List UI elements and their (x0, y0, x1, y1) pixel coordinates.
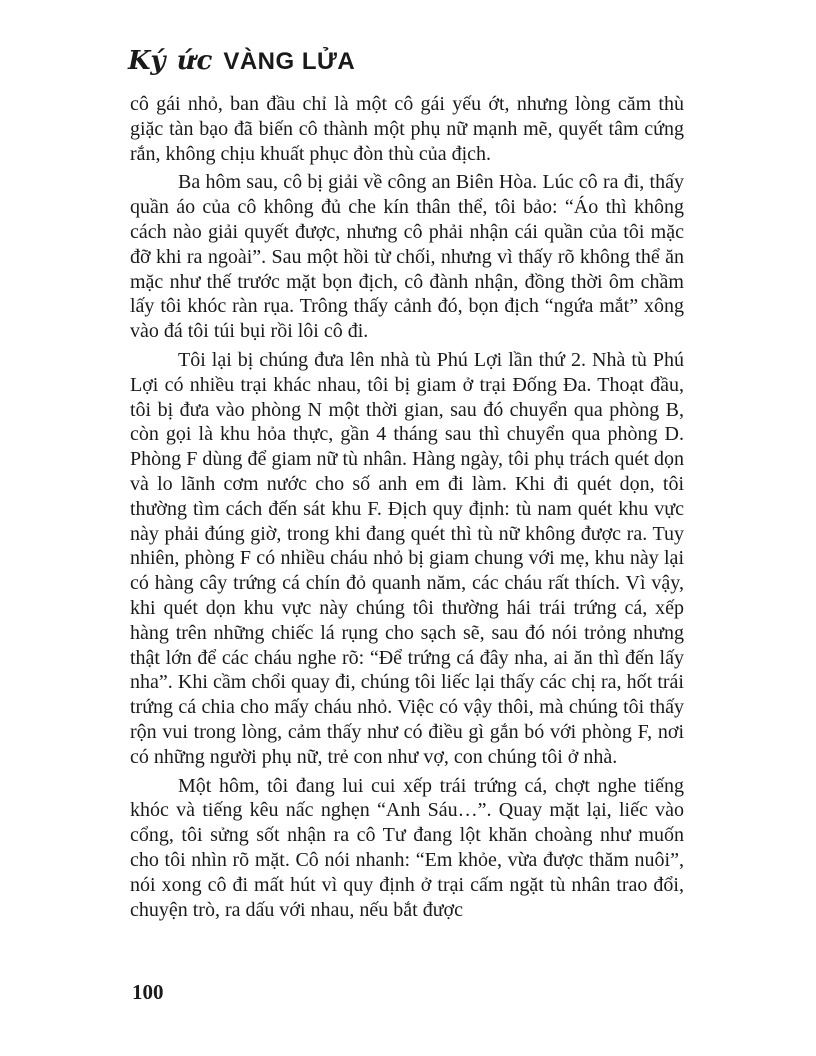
paragraph: Tôi lại bị chúng đưa lên nhà tù Phú Lợi lần thứ 2. Nhà tù Phú Lợi có nhiều trại khác nhau, tôi bị giam ở trại Đống Đa. Thoạt đầu, tôi bị đưa vào phòng N một thời gian, sau đó chuyển qua phòng B, còn gọi là khu hỏa thực, gần 4 tháng sau thì chuyển qua phòng D. Phòng F dùng để giam nữ tù nhân. Hàng ngày, tôi phụ trách quét dọn và lo lãnh cơm nước cho số anh em đi làm. Khi đi quét dọn, tôi thường tìm cách đến sát khu F. Địch quy định: tù nam quét khu vực này phải đúng giờ, trong khi đang quét thì tù nữ không được ra. Tuy nhiên, phòng F có nhiều cháu nhỏ bị giam chung với mẹ, khu này lại có hàng cây trứng cá chín đỏ quanh năm, các cháu rất thích. Vì vậy, khi quét dọn khu vực này chúng tôi thường hái trái trứng cá, xếp hàng trên những chiếc lá rụng cho sạch sẽ, sau đó nói trỏng nhưng thật lớn để các cháu nghe rõ: “Để trứng cá đây nha, ai ăn thì đến lấy nha”. Khi cầm chổi quay đi, chúng tôi liếc lại thấy các chị ra, hốt trái trứng cá chia cho mấy cháu nhỏ. Việc có vậy thôi, mà chúng tôi thấy rộn vui trong lòng, cảm thấy như có điều gì gắn bó với phòng F, nơi có những người phụ nữ, trẻ con như vợ, con chúng tôi ở nhà. (130, 348, 684, 768)
page-footer (132, 980, 164, 1005)
header-series-title: Ký ức (128, 46, 214, 76)
header-book-title: VÀNG LỬA (223, 48, 356, 75)
paragraph: Ba hôm sau, cô bị giải về công an Biên Hòa. Lúc cô ra đi, thấy quần áo của cô không đủ che kín thân thể, tôi bảo: “Áo thì không cách nào giải quyết được, nhưng cô phải nhận cái quần của tôi mặc đỡ khi ra ngoài”. Sau một hồi từ chối, nhưng vì thấy rõ không thể ăn mặc như thế trước mặt bọn địch, cô đành nhận, đồng thời ôm chầm lấy tôi khóc ràn rụa. Trông thấy cảnh đó, bọn địch “ngứa mắt” xông vào đá tôi túi bụi rồi lôi cô đi. (130, 171, 684, 343)
paragraph: Một hôm, tôi đang lui cui xếp trái trứng cá, chợt nghe tiếng khóc và tiếng kêu nấc nghẹn “Anh Sáu…”. Quay mặt lại, liếc vào cổng, tôi sửng sốt nhận ra cô Tư đang lột khăn choàng như muốn cho tôi nhìn rõ mặt. Cô nói nhanh: “Em khỏe, vừa được thăm nuôi”, nói xong cô đi mất hút vì quy định ở trại cấm ngặt tù nhân trao đổi, chuyện trò, ra dấu với nhau, nếu bắt được (130, 774, 684, 921)
running-header (128, 46, 355, 76)
page-number: 100 (132, 980, 164, 1004)
page-body (130, 92, 684, 926)
paragraph: cô gái nhỏ, ban đầu chỉ là một cô gái yếu ớt, nhưng lòng căm thù giặc tàn bạo đã biến cô thành một phụ nữ mạnh mẽ, quyết tâm cứng rắn, không chịu khuất phục đòn thù của địch. (130, 93, 684, 165)
